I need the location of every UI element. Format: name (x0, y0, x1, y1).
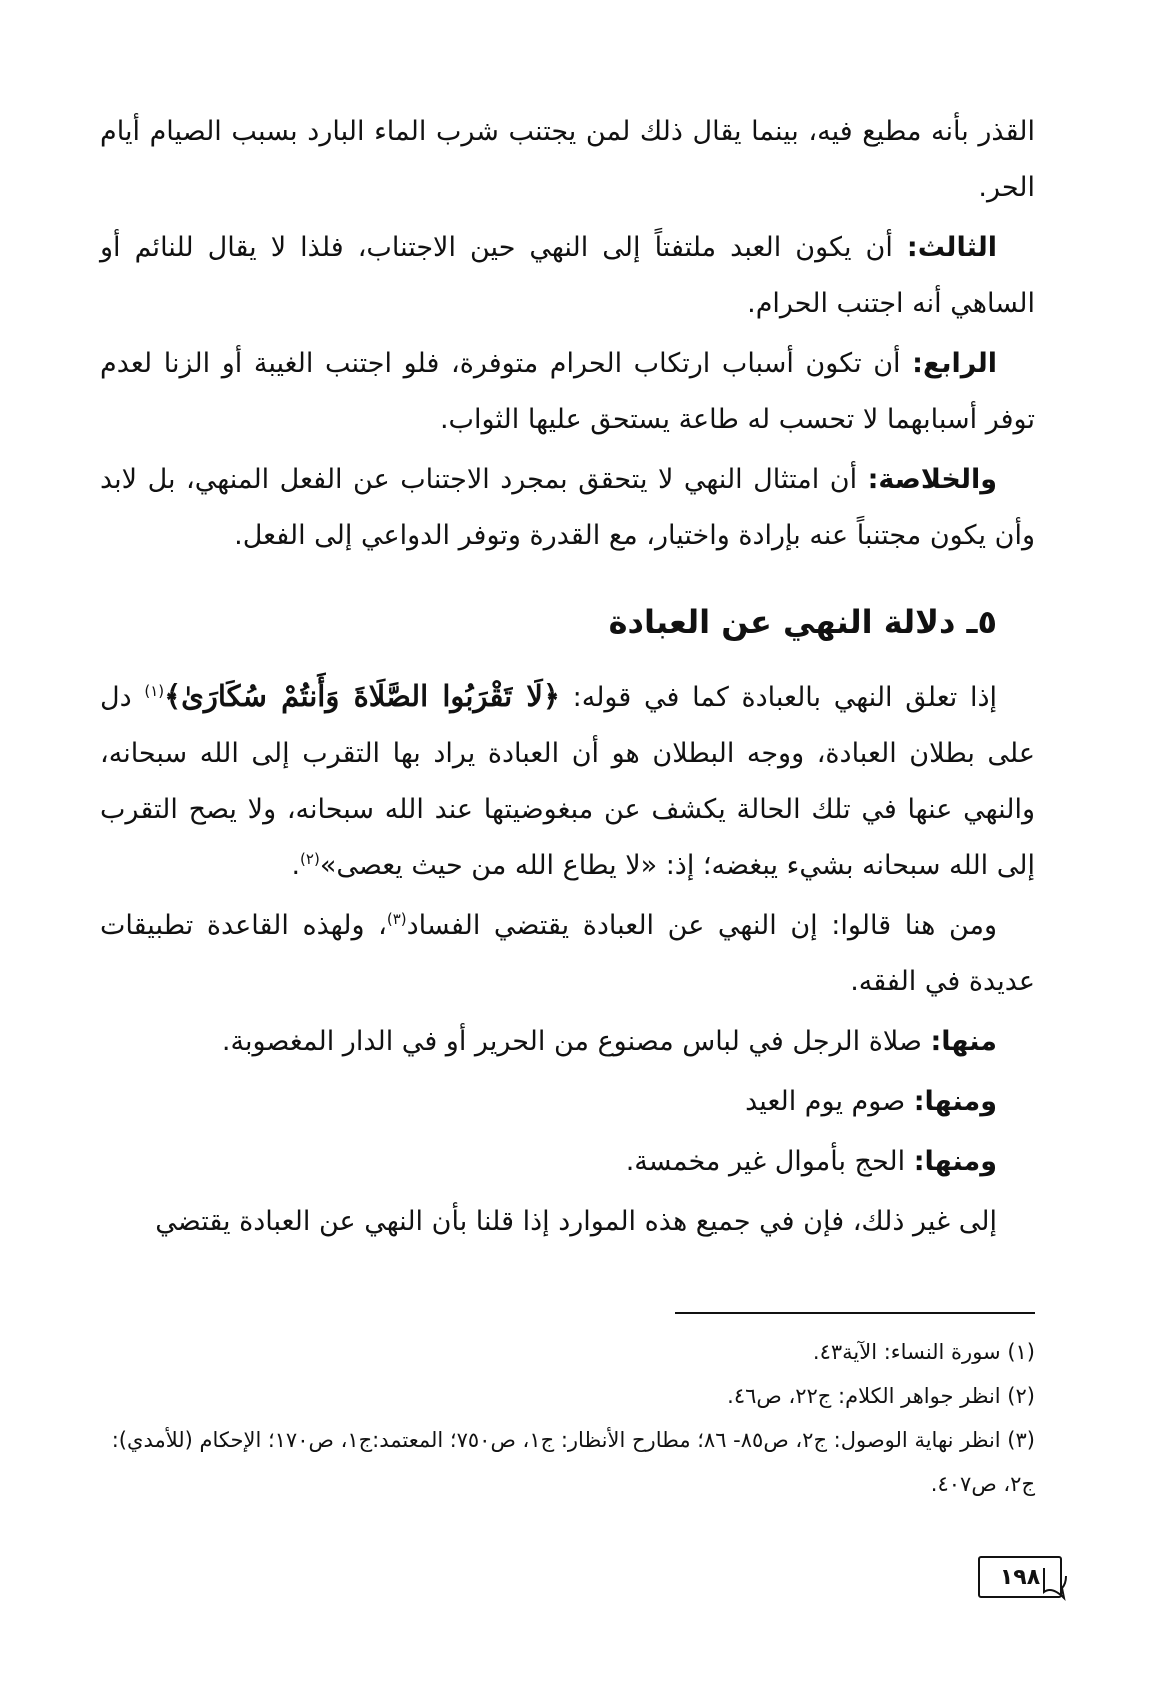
footnote-item: (٢) انظر جواهر الكلام: ج٢٢، ص٤٦. (727, 1384, 1035, 1408)
keyword-label: ومنها: (913, 1086, 997, 1117)
page-curl-icon (1042, 1566, 1068, 1602)
footnote-item: (١) سورة النساء: الآية٤٣. (812, 1340, 1035, 1364)
footnote-divider (675, 1312, 1035, 1314)
paragraph-summary: والخلاصة: أن امتثال النهي لا يتحقق بمجرد الاجتناب عن الفعل المنهي، بل لابد وأن يكون مجتنباً عنه بإرادة واختيار، مع القدرة وتوفر الدواعي إلى الفعل. (100, 464, 1035, 551)
footnote-ref: (١) (144, 682, 165, 700)
keyword-label: منها: (930, 1026, 997, 1057)
list-item: ومنها: الحج بأموال غير مخمسة. (625, 1146, 997, 1177)
main-text (100, 104, 1035, 1254)
paragraph-corruption-rule: ومن هنا قالوا: إن النهي عن العبادة يقتضي الفساد$^{(٣)}$، ولهذه القاعدة تطبيقات عديدة في الفقه. (100, 910, 1035, 997)
list-item: منها: صلاة الرجل في لباس مصنوع من الحرير أو في الدار المغصوبة. (221, 1026, 997, 1057)
paragraph-continuation: القذر بأنه مطيع فيه، بينما يقال ذلك لمن يجتنب شرب الماء البارد بسبب الصيام أيام الحر. (100, 116, 1035, 203)
page-number: ١٩٨ (978, 1556, 1062, 1598)
keyword-label: الرابع: (912, 348, 997, 379)
footnotes (100, 1330, 1035, 1506)
paragraph-fourth-condition: الرابع: أن تكون أسباب ارتكاب الحرام متوفرة، فلو اجتنب الغيبة أو الزنا لعدم توفر أسبابهما لا تحسب له طاعة يستحق عليها الثواب. (100, 348, 1035, 435)
paragraph-worship-prohibition: إذا تعلق النهي بالعبادة كما في قوله: ﴿لَا تَقْرَبُوا الصَّلَاةَ وَأَنتُمْ سُكَارَىٰ﴾$^{(١)}$ دل على بطلان العبادة، ووجه البطلان هو أن العبادة يراد بها التقرب إلى الله سبحانه، والنهي عنها في تلك الحالة يكشف عن مبغوضيتها عند الله سبحانه، ولا يصح التقرب إلى الله سبحانه بشيء يبغضه؛ إذ: «لا يطاع الله من حيث يعصى»$^{(٢)}$. (100, 679, 1035, 881)
paragraph-third-condition: الثالث: أن يكون العبد ملتفتاً إلى النهي حين الاجتناب، فلذا لا يقال للنائم أو الساهي أنه اجتنب الحرام. (100, 232, 1035, 319)
list-item: ومنها: صوم يوم العيد (745, 1086, 997, 1117)
footnote-ref: (٢) (300, 850, 320, 868)
footnote-ref: (٣) (386, 910, 407, 928)
section-heading: ٥ـ دلالة النهي عن العبادة (608, 603, 997, 641)
footnote-item: (٣) انظر نهاية الوصول: ج٢، ص٨٥- ٨٦؛ مطارح الأنظار: ج١، ص٧٥٠؛ المعتمد:ج١، ص١٧٠؛ الإحكام (للأمدي): ج٢، ص٤٠٧. (111, 1428, 1035, 1496)
quran-verse: ﴿لَا تَقْرَبُوا الصَّلَاةَ وَأَنتُمْ سُكَارَىٰ﴾ (164, 679, 560, 713)
keyword-label: الثالث: (906, 232, 997, 263)
paragraph-closing: إلى غير ذلك، فإن في جميع هذه الموارد إذا قلنا بأن النهي عن العبادة يقتضي (155, 1206, 997, 1237)
keyword-label: والخلاصة: (867, 464, 997, 495)
keyword-label: ومنها: (913, 1146, 997, 1177)
